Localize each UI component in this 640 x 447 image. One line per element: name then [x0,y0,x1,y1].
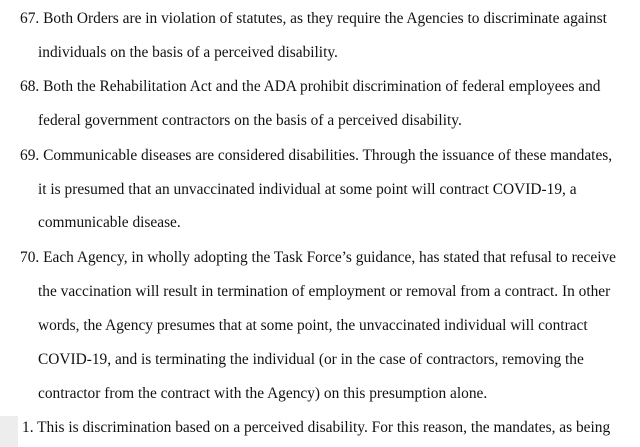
paragraph-68-line-1 [20,78,600,96]
paragraph-text: Communicable diseases are considered disabilities. Through the issuance of these mandates, [43,147,613,164]
left-margin-shade [0,416,18,447]
paragraph-text: communicable disease. [38,214,181,231]
paragraph-69-line-2 [38,181,577,199]
paragraph-text: it is presumed that an unvaccinated individual at some point will contract COVID-19, a [38,181,577,198]
paragraph-69-line-1 [20,147,612,165]
paragraph-text: COVID-19, and is terminating the individual (or in the case of contractors, removing the [38,351,584,368]
paragraph-67-line-2 [38,44,338,62]
paragraph-number: 67. [20,10,40,27]
paragraph-69-line-3 [38,214,181,232]
paragraph-70-line-5 [38,385,487,403]
paragraph-71-line-1 [22,419,610,437]
paragraph-70-line-2 [38,283,610,301]
paragraph-text: individuals on the basis of a perceived disability. [38,44,338,61]
paragraph-number: 70. [20,249,40,266]
paragraph-text: Both Orders are in violation of statutes, as they require the Agencies to discriminate against [43,10,607,27]
paragraph-70-line-3 [38,317,588,335]
paragraph-70-line-1 [20,249,616,267]
paragraph-text: This is discrimination based on a perceived disability. For this reason, the mandates, as being [37,419,611,436]
paragraph-70-line-4 [38,351,584,369]
paragraph-number: 1. [22,419,34,436]
paragraph-67-line-1 [20,10,607,28]
paragraph-text: federal government contractors on the basis of a perceived disability. [38,112,462,129]
paragraph-text: the vaccination will result in termination of employment or removal from a contract. In other [38,283,611,300]
paragraph-text: contractor from the contract with the Agency) on this presumption alone. [38,385,488,402]
paragraph-text: Each Agency, in wholly adopting the Task Force’s guidance, has stated that refusal to receive [43,249,617,266]
paragraph-number: 68. [20,78,40,95]
paragraph-68-line-2 [38,112,462,130]
paragraph-text: Both the Rehabilitation Act and the ADA prohibit discrimination of federal employees and [43,78,601,95]
paragraph-number: 69. [20,147,40,164]
paragraph-text: words, the Agency presumes that at some point, the unvaccinated individual will contract [38,317,588,334]
